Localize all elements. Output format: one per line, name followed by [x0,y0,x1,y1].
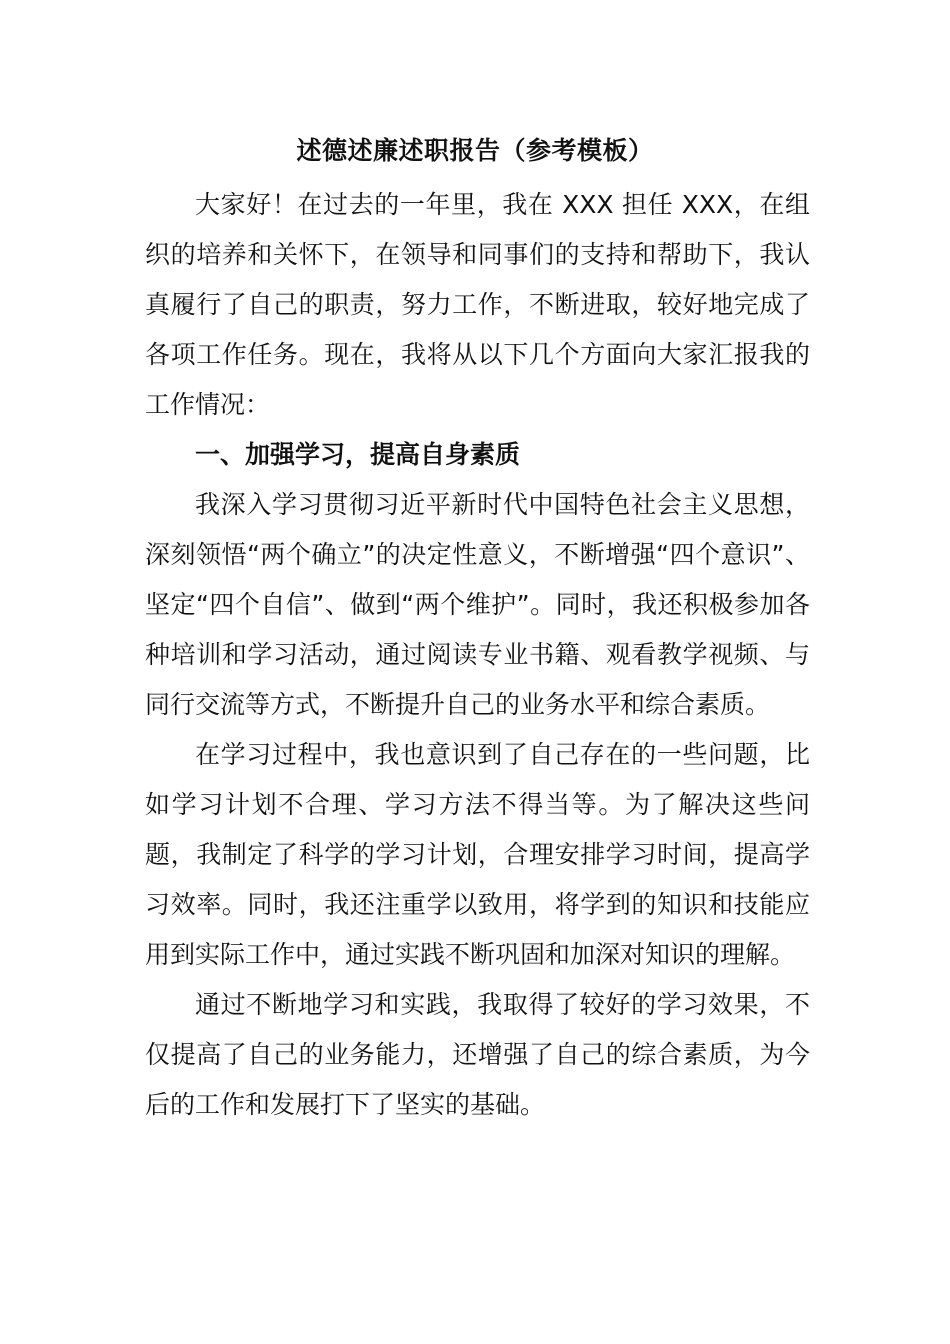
section1-paragraph-1: 我深入学习贯彻习近平新时代中国特色社会主义思想，深刻领悟“两个确立”的决定性意义，不断增强“四个意识”、坚定“四个自信”、做到“两个维护”。同时，我还积极参加各种培训和学习活动，通过阅读专业书籍、观看教学视频、与同行交流等方式，不断提升自己的业务水平和综合素质。 [145,490,810,719]
document-title: 述德述廉述职报告（参考模板） [296,136,654,165]
intro-paragraph: 大家好！在过去的一年里，我在 XXX 担任 XXX，在组织的培养和关怀下，在领导和同事们的支持和帮助下，我认真履行了自己的职责，努力工作，不断进取，较好地完成了各项工作任务。现在，我将从以下几个方面向大家汇报我的工作情况： [145,190,810,419]
section-heading-1: 一、加强学习，提高自身素质 [195,440,521,469]
section1-paragraph-2: 在学习过程中，我也意识到了自己存在的一些问题，比如学习计划不合理、学习方法不得当等。为了解决这些问题，我制定了科学的学习计划，合理安排学习时间，提高学习效率。同时，我还注重学以致用，将学到的知识和技能应用到实际工作中，通过实践不断巩固和加深对知识的理解。 [145,740,810,969]
document-body [145,180,810,1130]
section1-paragraph-3: 通过不断地学习和实践，我取得了较好的学习效果，不仅提高了自己的业务能力，还增强了自己的综合素质，为今后的工作和发展打下了坚实的基础。 [145,990,810,1119]
